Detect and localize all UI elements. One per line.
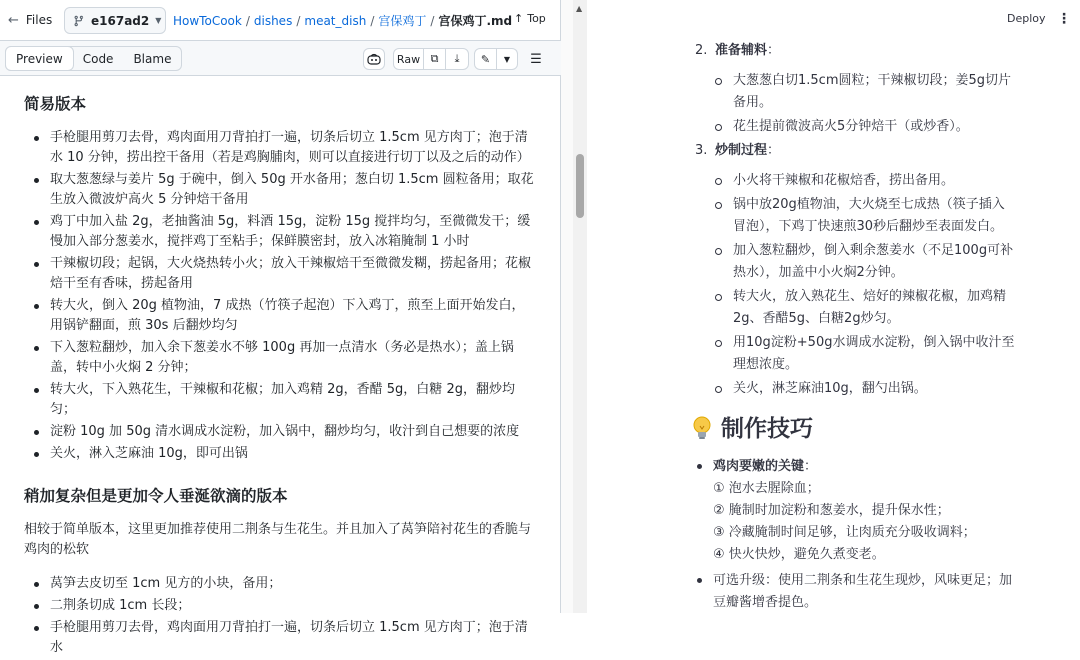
scroll-up-icon[interactable]: ▲: [576, 4, 583, 13]
list-item: 二荆条切成 1cm 长段；: [24, 596, 536, 616]
cooking-sublist: [713, 170, 1015, 400]
tips-title: 制作技巧: [721, 416, 813, 442]
file-header: [0, 0, 561, 40]
copilot-icon: [367, 53, 381, 65]
more-menu-icon[interactable]: ⋮: [1057, 11, 1071, 27]
list-item: 转大火，放入熟花生、焙好的辣椒花椒，加鸡精2g、香醋5g、白糖2g炒匀。: [713, 286, 1015, 330]
top-button[interactable]: [514, 12, 546, 25]
download-icon: ⤓: [454, 52, 460, 65]
list-item: 鸡丁中加入盐 2g，老抽酱油 5g，料酒 15g，淀粉 15g 搅拌均匀，至微微发干；缓慢加入部分葱姜水，搅拌鸡丁至粘手；保鲜膜密封，放入冰箱腌制 1 小时: [24, 212, 536, 252]
file-toolbar: [0, 40, 561, 76]
step-title: 准备辅料: [715, 43, 768, 58]
tab-preview[interactable]: Preview: [5, 46, 74, 71]
step-title: 炒制过程: [715, 143, 768, 158]
step-number: 2.: [695, 43, 708, 58]
breadcrumb: HowToCook / dishes / meat_dish / 宫保鸡丁 / 宫保鸡丁.md: [173, 14, 513, 28]
rendered-app-pane: [587, 0, 1080, 613]
prepare-sublist: [713, 70, 1015, 138]
light-bulb-icon: [691, 416, 713, 442]
outline-button[interactable]: [526, 48, 546, 70]
arrow-left-icon: ←: [8, 12, 19, 28]
list-item: 鸡肉要嫩的关键： ① 泡水去腥除血； ② 腌制时加淀粉和葱姜水，提升保水性； ③ 冷藏腌制时间足够，让肉质充分吸收调料； ④ 快火快炒，避免久煮变老。: [695, 456, 1015, 566]
list-unordered-icon: ☰: [530, 51, 542, 67]
list-item: 取大葱葱绿与姜片 5g 于碗中，倒入 50g 开水备用；葱白切 1.5cm 圆粒备用；取花生放入微波炉高火 5 分钟焙干备用: [24, 170, 536, 210]
pencil-icon: ✎: [480, 52, 491, 66]
list-item: 下入葱粒翻炒，加入余下葱姜水不够 100g 再加一点清水（务必是热水）；盖上锅盖，转中小火焖 2 分钟；: [24, 338, 536, 378]
view-mode-tabs: [5, 46, 182, 71]
breadcrumb-repo[interactable]: HowToCook: [173, 14, 242, 28]
caret-down-icon: ▼: [503, 54, 511, 64]
breadcrumb-meat-dish[interactable]: meat_dish: [304, 14, 367, 28]
heading-simple-version: 简易版本: [24, 95, 87, 113]
tip-line: ② 腌制时加淀粉和葱姜水，提升保水性；: [713, 503, 950, 518]
list-item: 转大火，倒入 20g 植物油，7 成热（竹筷子起泡）下入鸡丁，煎至上面开始发白，用锅铲翻面，煎 30s 后翻炒均匀: [24, 296, 536, 336]
heading-complex-version: 稍加复杂但是更加令人垂涎欲滴的版本: [24, 487, 288, 505]
tips-heading: [691, 414, 1015, 444]
list-item: 关火，淋入芝麻油 10g，即可出锅: [24, 444, 536, 464]
list-item: 关火，淋芝麻油10g，翻勺出锅。: [713, 378, 1015, 400]
list-item: 手枪腿用剪刀去骨，鸡肉面用刀背拍打一遍，切条后切立 1.5cm 见方肉丁；泡于清水: [24, 618, 536, 658]
tip-title: 鸡肉要嫩的关键: [713, 459, 805, 474]
scrollbar-thumb[interactable]: [576, 154, 584, 218]
list-item: 加入葱粒翻炒，倒入剩余葱姜水（不足100g可补热水），加盖中小火焖2分钟。: [713, 240, 1015, 284]
step-number: 3.: [695, 143, 708, 158]
download-button[interactable]: [446, 49, 468, 69]
list-item: 干辣椒切段；起锅，大火烧热转小火；放入干辣椒焙干至微微发糊，捞起备用；花椒焙干至有香味，捞起备用: [24, 254, 536, 294]
step-colon: ：: [767, 43, 781, 58]
list-item: 锅中放20g植物油，大火烧至七成热（筷子插入冒泡），下鸡丁快速煎30秒后翻炒至表面发白。: [713, 194, 1015, 238]
list-item: 花生提前微波高火5分钟焙干（或炒香）。: [713, 116, 1015, 138]
step-cooking-process: [695, 140, 1015, 162]
tip-line: ① 泡水去腥除血；: [713, 481, 820, 496]
copy-icon: ⧉: [430, 52, 439, 65]
breadcrumb-folder[interactable]: 宫保鸡丁: [378, 14, 427, 28]
raw-copy-download-group: [393, 48, 469, 70]
complex-steps-list: [24, 574, 536, 658]
raw-button[interactable]: Raw: [394, 49, 424, 69]
tips-list: [695, 456, 1015, 614]
caret-down-icon: ▼: [155, 16, 162, 25]
step-colon: ：: [767, 143, 781, 158]
tab-code[interactable]: Code: [82, 51, 114, 66]
list-item: 大葱葱白切1.5cm圆粒；干辣椒切段；姜5g切片备用。: [713, 70, 1015, 114]
tip-line: ③ 冷藏腌制时间足够，让肉质充分吸收调料；: [713, 525, 976, 540]
list-item: 手枪腿用剪刀去骨，鸡肉面用刀背拍打一遍，切条后切立 1.5cm 见方肉丁；泡于清水 10 分钟，捞出控干备用（若是鸡胸脯肉，则可以直接进行切丁以及之后的动作）: [24, 128, 536, 168]
branch-selector[interactable]: [64, 7, 166, 34]
list-item: 小火将干辣椒和花椒焙香，捞出备用。: [713, 170, 1015, 192]
deploy-button[interactable]: Deploy: [1007, 12, 1046, 25]
files-button[interactable]: [8, 9, 52, 31]
simple-steps-list: [24, 128, 536, 464]
edit-group: [474, 48, 518, 70]
tip-line: ④ 快火快炒，避免久煮变老。: [713, 547, 885, 562]
files-label: Files: [25, 13, 53, 27]
breadcrumb-current-file: 宫保鸡丁.md: [438, 14, 513, 28]
copilot-button[interactable]: [363, 48, 385, 70]
scrollbar[interactable]: [573, 0, 587, 613]
complex-intro: 相较于简单版本，这里更加推荐使用二荆条与生花生。并且加入了莴笋陪衬花生的香脆与鸡肉的松软: [24, 522, 532, 557]
edit-button[interactable]: [475, 49, 497, 69]
top-label: Top: [527, 12, 546, 25]
list-item: 莴笋去皮切至 1cm 见方的小块，备用；: [24, 574, 536, 594]
list-item: 淀粉 10g 加 50g 清水调成水淀粉，加入锅中，翻炒均匀，收汁到自己想要的浓度: [24, 422, 536, 442]
breadcrumb-dishes[interactable]: dishes: [253, 14, 293, 28]
edit-dropdown-button[interactable]: [497, 49, 517, 69]
git-branch-icon: [73, 15, 85, 27]
branch-name: e167ad2: [91, 13, 150, 28]
list-item: 可选升级：使用二荆条和生花生现炒，风味更足；加豆瓣酱增香提色。: [695, 570, 1015, 614]
tab-blame[interactable]: Blame: [133, 51, 172, 66]
arrow-up-icon: ↑: [514, 12, 524, 25]
recipe-markdown: [695, 40, 1015, 618]
pane-gutter: [561, 0, 573, 613]
list-item: 用10g淀粉+50g水调成水淀粉，倒入锅中收汁至理想浓度。: [713, 332, 1015, 376]
markdown-preview: [24, 86, 536, 660]
copy-button[interactable]: [424, 49, 446, 69]
list-item: 转大火，下入熟花生，干辣椒和花椒；加入鸡精 2g，香醋 5g，白糖 2g，翻炒均匀；: [24, 380, 536, 420]
step-prepare-ingredients: [695, 40, 1015, 62]
